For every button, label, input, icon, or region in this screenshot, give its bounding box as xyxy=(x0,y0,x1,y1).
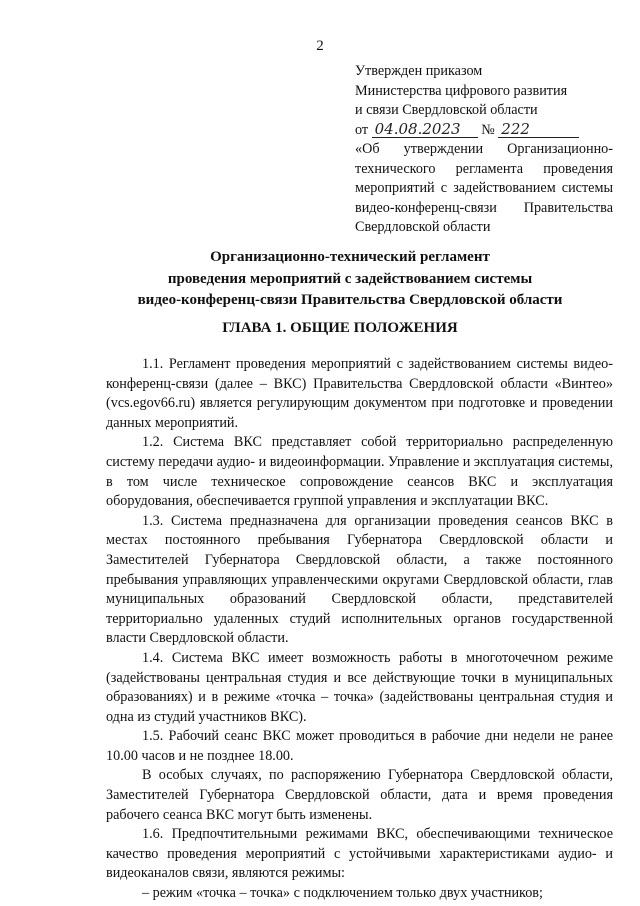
paragraph: 1.1. Регламент проведения мероприятий с задействованием системы видео-конференц-связи (далее – ВКС) Правительства Свердловской области «Винтео» (vcs.egov66.ru) является регулирующим документом при подготовке и проведении данных мероприятий. xyxy=(106,356,613,431)
approval-subject-line: мероприятий с задействованием системы xyxy=(355,180,613,196)
paragraph: 1.4. Система ВКС имеет возможность работы в многоточечном режиме (задействованы центральная студия и все действующие точки в муниципальных образованиях) и в режиме «точка – точка» (задействованы центральная студия и одна из студий участников ВКС). xyxy=(106,649,613,725)
paragraph: 1.5. Рабочий сеанс ВКС может проводиться в рабочие дни недели не ранее 10.00 часов и не позднее 18.00. xyxy=(106,728,613,764)
paragraph: – режим «точка – точка» с подключением только двух участников; xyxy=(142,885,543,902)
document-body xyxy=(106,355,613,904)
approval-line: Министерства цифрового развития xyxy=(355,82,568,99)
paragraph: В особых случаях, по распоряжению Губернатора Свердловской области, Заместителей Губернатора Свердловской области, дата и время проведения рабочего сеанса ВКС могут быть изменены. xyxy=(106,767,613,823)
number-label: № xyxy=(481,121,495,138)
paragraph: 1.2. Система ВКС представляет собой территориально распределенную систему передачи аудио- и видеоинформации. Управление и эксплуатация системы, в том числе техническое сопровождение сеансов ВКС и эксплуатация оборудования, обеспечивается группой управления и эксплуатации ВКС. xyxy=(106,434,613,510)
approval-line: Утвержден приказом xyxy=(355,63,483,79)
title-line: проведения мероприятий с задействованием системы xyxy=(167,270,533,287)
approval-date-number-line xyxy=(355,121,613,141)
approval-subject-line: Свердловской области xyxy=(355,219,491,235)
chapter-heading: ГЛАВА 1. ОБЩИЕ ПОЛОЖЕНИЯ xyxy=(222,320,458,336)
paragraph: 1.6. Предпочтительными режимами ВКС, обеспечивающими техническое качество проведения мероприятий с устойчивыми характеристиками аудио- и видеоканалов связи, являются режимы: xyxy=(106,826,613,882)
title-line: Организационно-технический регламент xyxy=(210,249,490,265)
approval-number: 222 xyxy=(498,121,579,138)
approval-subject-line: видео-конференц-связи Правительства xyxy=(355,199,613,216)
approval-stamp-block xyxy=(355,62,613,238)
document-title xyxy=(60,247,640,312)
title-line: видео-конференц-связи Правительства Свердловской области xyxy=(137,292,563,308)
from-label: от xyxy=(355,121,369,138)
approval-line: и связи Свердловской области xyxy=(355,102,538,118)
approval-subject-line: технического регламента проведения xyxy=(355,160,613,177)
approval-subject-line: «Об утверждении Организационно- xyxy=(355,141,613,157)
paragraph: 1.3. Система предназначена для организации проведения сеансов ВКС в местах постоянного пребывания Губернатора Свердловской области и Заместителей Губернатора Свердловской области, а также постоянного пребывания управляющих управленческими округами Свердловской области, глав муниципальных образований Свердловской области, представителей территориально удаленных студий исполнительных органов государственной власти Свердловской области. xyxy=(106,512,613,647)
page-number: 2 xyxy=(316,38,324,54)
approval-date: 04.08.2023 xyxy=(372,121,478,138)
